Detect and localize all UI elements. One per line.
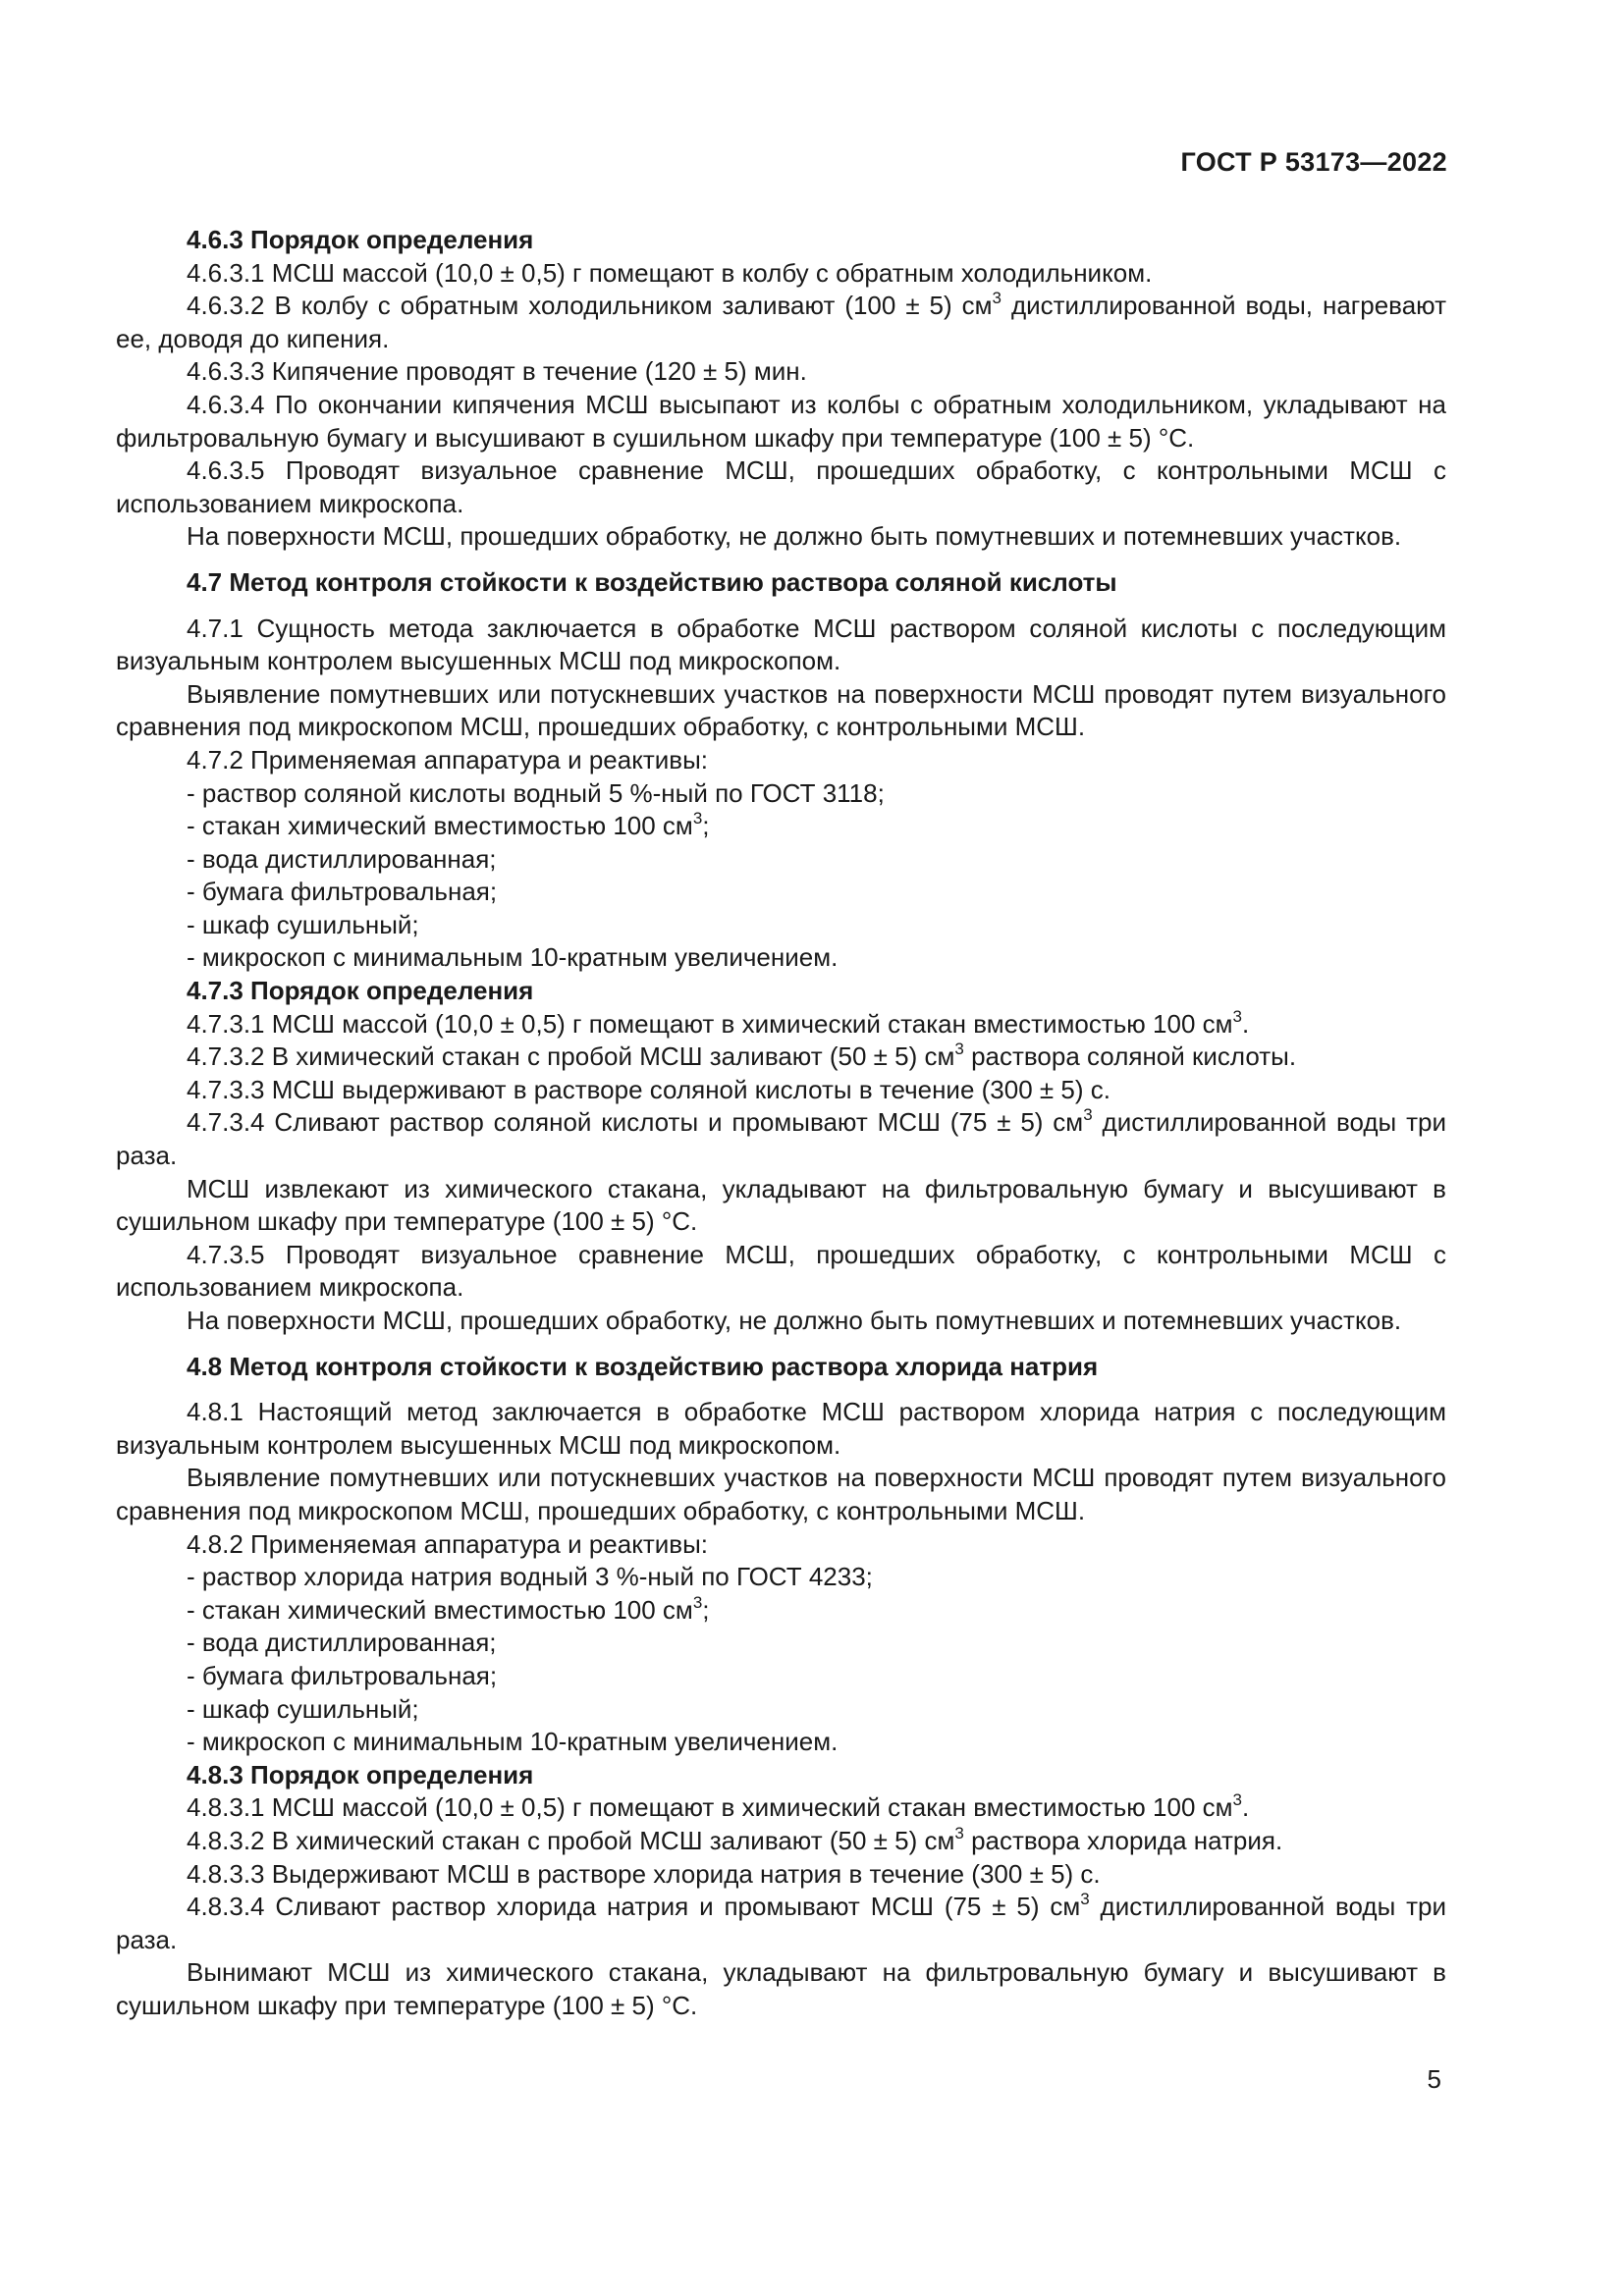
section-heading-4-6-3: 4.6.3 Порядок определения [187, 225, 534, 254]
paragraph-4-7-3-4 [116, 1106, 1446, 1172]
superscript: 3 [992, 289, 1001, 308]
section-heading-4-7-3: 4.7.3 Порядок определения [187, 976, 534, 1006]
paragraph-4-6-3-2 [116, 290, 1446, 355]
paragraph-4-7-1: 4.7.1 Сущность метода заключается в обработке МСШ раствором соляной кислоты с последующим визуальным контролем высушенных МСШ под микроскопом. [116, 613, 1446, 676]
paragraph-4-7-3-5: 4.7.3.5 Проводят визуальное сравнение МСШ, прошедших обработку, с контрольными МСШ с использованием микроскопа. [116, 1239, 1446, 1303]
list-item: - шкаф сушильный; [187, 1693, 419, 1724]
superscript: 3 [1232, 1790, 1242, 1810]
text-part: 4.6.3.2 В колбу с обратным холодильником заливают (100 ± 5) см [187, 291, 993, 321]
list-item: - бумага фильтровальная; [187, 1660, 498, 1690]
list-item: - вода дистиллированная; [187, 843, 497, 874]
document-body [116, 224, 1446, 2022]
paragraph-4-8-3-3: 4.8.3.3 Выдерживают МСШ в растворе хлорида натрия в течение (300 ± 5) с. [187, 1858, 1101, 1889]
paragraph: МСШ извлекают из химического стакана, укладывают на фильтровальную бумагу и высушивают в сушильном шкафу при температуре (100 ± 5) °С. [116, 1173, 1446, 1237]
list-item: - микроскоп с минимальным 10-кратным увеличением. [187, 942, 839, 973]
superscript: 3 [692, 809, 703, 828]
paragraph-conclusion: На поверхности МСШ, прошедших обработку, не должно быть помутневших и потемневших участков. [187, 1306, 1402, 1335]
paragraph: Выявление помутневших или потускневших участков на поверхности МСШ проводят путем визуального сравнения под микроскопом МСШ, прошедших обработку, с контрольными МСШ. [116, 678, 1446, 742]
superscript: 3 [692, 1592, 703, 1612]
paragraph: Выявление помутневших или потускневших участков на поверхности МСШ проводят путем визуального сравнения под микроскопом МСШ, прошедших обработку, с контрольными МСШ. [116, 1463, 1446, 1525]
text-part: - стакан химический вместимостью 100 см [187, 1594, 693, 1625]
text-part: 4.7.3.1 МСШ массой (10,0 ± 0,5) г помещают в химический стакан вместимостью 100 см [187, 1008, 1233, 1039]
text-part: . [1241, 1792, 1250, 1823]
text-part: 4.8.3.4 Сливают раствор хлорида натрия и промывают МСШ (75 ± 5) см [187, 1892, 1081, 1922]
text-part: 4.7.3.4 Сливают раствор соляной кислоты и промывают МСШ (75 ± 5) см [187, 1107, 1084, 1138]
list-item: - раствор соляной кислоты водный 5 %-ный по ГОСТ 3118; [187, 777, 885, 808]
text-part: - стакан химический вместимостью 100 см [187, 811, 693, 841]
list-item [116, 1594, 1446, 1628]
list-item [116, 810, 1446, 843]
paragraph-4-8-3-1 [116, 1791, 1446, 1825]
superscript: 3 [954, 1040, 964, 1059]
list-item: - вода дистиллированная; [187, 1628, 497, 1658]
paragraph-4-8-1: 4.8.1 Настоящий метод заключается в обработке МСШ раствором хлорида натрия с последующим визуальным контролем высушенных МСШ под микроскопом. [116, 1397, 1446, 1460]
list-item: - раствор хлорида натрия водный 3 %-ный по ГОСТ 4233; [187, 1562, 873, 1592]
paragraph-4-6-3-1: 4.6.3.1 МСШ массой (10,0 ± 0,5) г помещают в колбу с обратным холодильником. [187, 257, 1153, 288]
paragraph-4-6-3-4: 4.6.3.4 По окончании кипячения МСШ высыпают из колбы с обратным холодильником, укладывают на фильтровальную бумагу и высушивают в сушильном шкафу при температуре (100 ± 5) °С. [116, 389, 1446, 453]
text-part: 4.8.3.1 МСШ массой (10,0 ± 0,5) г помещают в химический стакан вместимостью 100 см [187, 1792, 1233, 1823]
list-item: - бумага фильтровальная; [187, 877, 498, 907]
section-heading-4-7: 4.7 Метод контроля стойкости к воздействию раствора соляной кислоты [187, 566, 1117, 597]
text-part: раствора соляной кислоты. [963, 1041, 1297, 1072]
paragraph-4-7-3-1 [116, 1008, 1446, 1041]
superscript: 3 [1080, 1890, 1090, 1909]
paragraph-conclusion: На поверхности МСШ, прошедших обработку, не должно быть помутневших и потемневших участков. [187, 521, 1402, 552]
paragraph-4-8-3-2 [116, 1825, 1446, 1858]
paragraph-4-8-2: 4.8.2 Применяемая аппаратура и реактивы: [187, 1528, 709, 1559]
superscript: 3 [1232, 1006, 1242, 1026]
text-part: дистиллированной воды, нагревают ее, доводя до кипения. [116, 291, 1446, 353]
text-part: дистиллированной воды три раза. [116, 1107, 1446, 1171]
paragraph-4-7-3-3: 4.7.3.3 МСШ выдерживают в растворе соляной кислоты в течение (300 ± 5) с. [187, 1074, 1110, 1104]
page-number: 5 [1427, 2064, 1441, 2094]
list-item: - шкаф сушильный; [187, 909, 419, 939]
text-part: . [1241, 1008, 1250, 1039]
superscript: 3 [1083, 1105, 1093, 1125]
list-item: - микроскоп с минимальным 10-кратным увеличением. [187, 1727, 839, 1757]
paragraph-4-7-2: 4.7.2 Применяемая аппаратура и реактивы: [187, 744, 709, 774]
text-part: раствора хлорида натрия. [963, 1825, 1283, 1855]
section-heading-4-8: 4.8 Метод контроля стойкости к воздействию раствора хлорида натрия [187, 1351, 1099, 1381]
section-heading-4-8-3: 4.8.3 Порядок определения [187, 1759, 534, 1789]
text-part: ; [702, 1594, 710, 1625]
superscript: 3 [954, 1823, 964, 1842]
text-part: 4.7.3.2 В химический стакан с пробой МСШ заливают (50 ± 5) см [187, 1041, 955, 1072]
text-part: дистиллированной воды три раза. [116, 1892, 1446, 1954]
paragraph-4-8-3-4 [116, 1891, 1446, 1956]
paragraph-4-6-3-3: 4.6.3.3 Кипячение проводят в течение (120 ± 5) мин. [187, 356, 807, 387]
paragraph: Вынимают МСШ из химического стакана, укладывают на фильтровальную бумагу и высушивают в сушильном шкафу при температуре (100 ± 5) °С. [116, 1957, 1446, 2020]
text-part: ; [702, 811, 710, 841]
paragraph-4-7-3-2 [116, 1041, 1446, 1074]
document-id: ГОСТ Р 53173—2022 [1180, 147, 1447, 177]
text-part: 4.8.3.2 В химический стакан с пробой МСШ заливают (50 ± 5) см [187, 1825, 955, 1855]
paragraph-4-6-3-5: 4.6.3.5 Проводят визуальное сравнение МСШ, прошедших обработку, с контрольными МСШ с использованием микроскопа. [116, 455, 1446, 518]
